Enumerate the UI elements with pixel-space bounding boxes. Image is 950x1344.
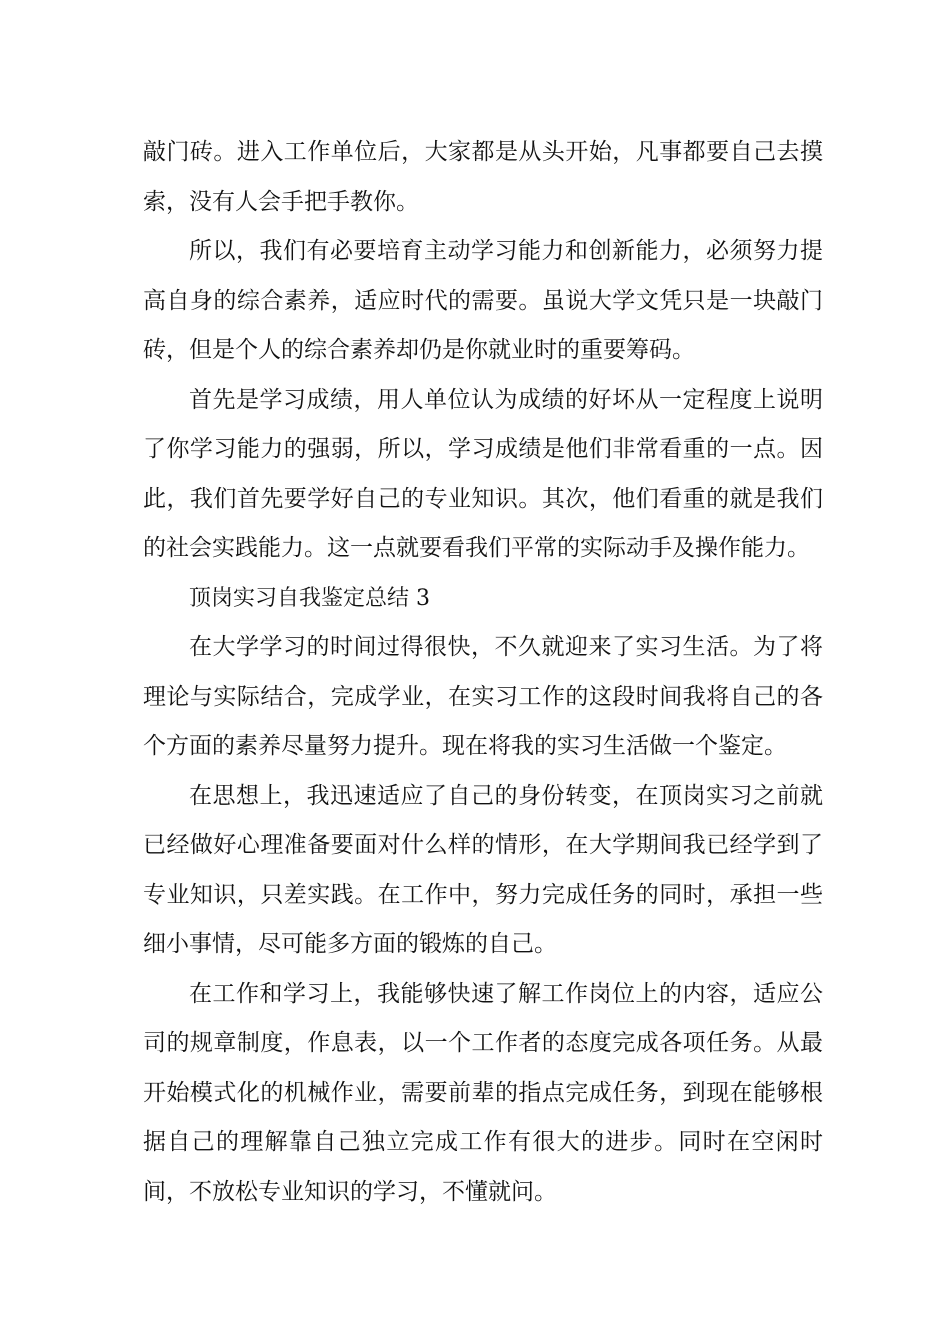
section-heading: 顶岗实习自我鉴定总结 3 — [189, 585, 430, 611]
paragraph-thinking: 在思想上，我迅速适应了自己的身份转变，在顶岗实习之前就已经做好心理准备要面对什么样的情形，在大学期间我已经学到了专业知识，只差实践。在工作中，努力完成任务的同时，承担一些细小事情，尽可能多方面的锻炼的自己。 — [143, 782, 823, 957]
paragraph-grades-practice: 首先是学习成绩，用人单位认为成绩的好坏从一定程度上说明了你学习能力的强弱，所以，学习成绩是他们非常看重的一点。因此，我们首先要学好自己的专业知识。其次，他们看重的就是我们的社会实践能力。这一点就要看我们平常的实际动手及操作能力。 — [143, 386, 823, 561]
paragraph-continuation: 敲门砖。进入工作单位后，大家都是从头开始，凡事都要自己去摸索，没有人会手把手教你。 — [143, 139, 823, 215]
paragraph-internship-intro: 在大学学习的时间过得很快，不久就迎来了实习生活。为了将理论与实际结合，完成学业，在实习工作的这段时间我将自己的各个方面的素养尽量努力提升。现在将我的实习生活做一个鉴定。 — [143, 634, 823, 759]
paragraph-work-study: 在工作和学习上，我能够快速了解工作岗位上的内容，适应公司的规章制度，作息表，以一个工作者的态度完成各项任务。从最开始模式化的机械作业，需要前辈的指点完成任务，到现在能够根据自己的理解靠自己独立完成工作有很大的进步。同时在空闲时间，不放松专业知识的学习，不懂就问。 — [143, 980, 823, 1205]
document-body — [143, 128, 823, 1217]
paragraph-learning-ability: 所以，我们有必要培育主动学习能力和创新能力，必须努力提高自身的综合素养，适应时代的需要。虽说大学文凭只是一块敲门砖，但是个人的综合素养却仍是你就业时的重要筹码。 — [143, 238, 823, 363]
